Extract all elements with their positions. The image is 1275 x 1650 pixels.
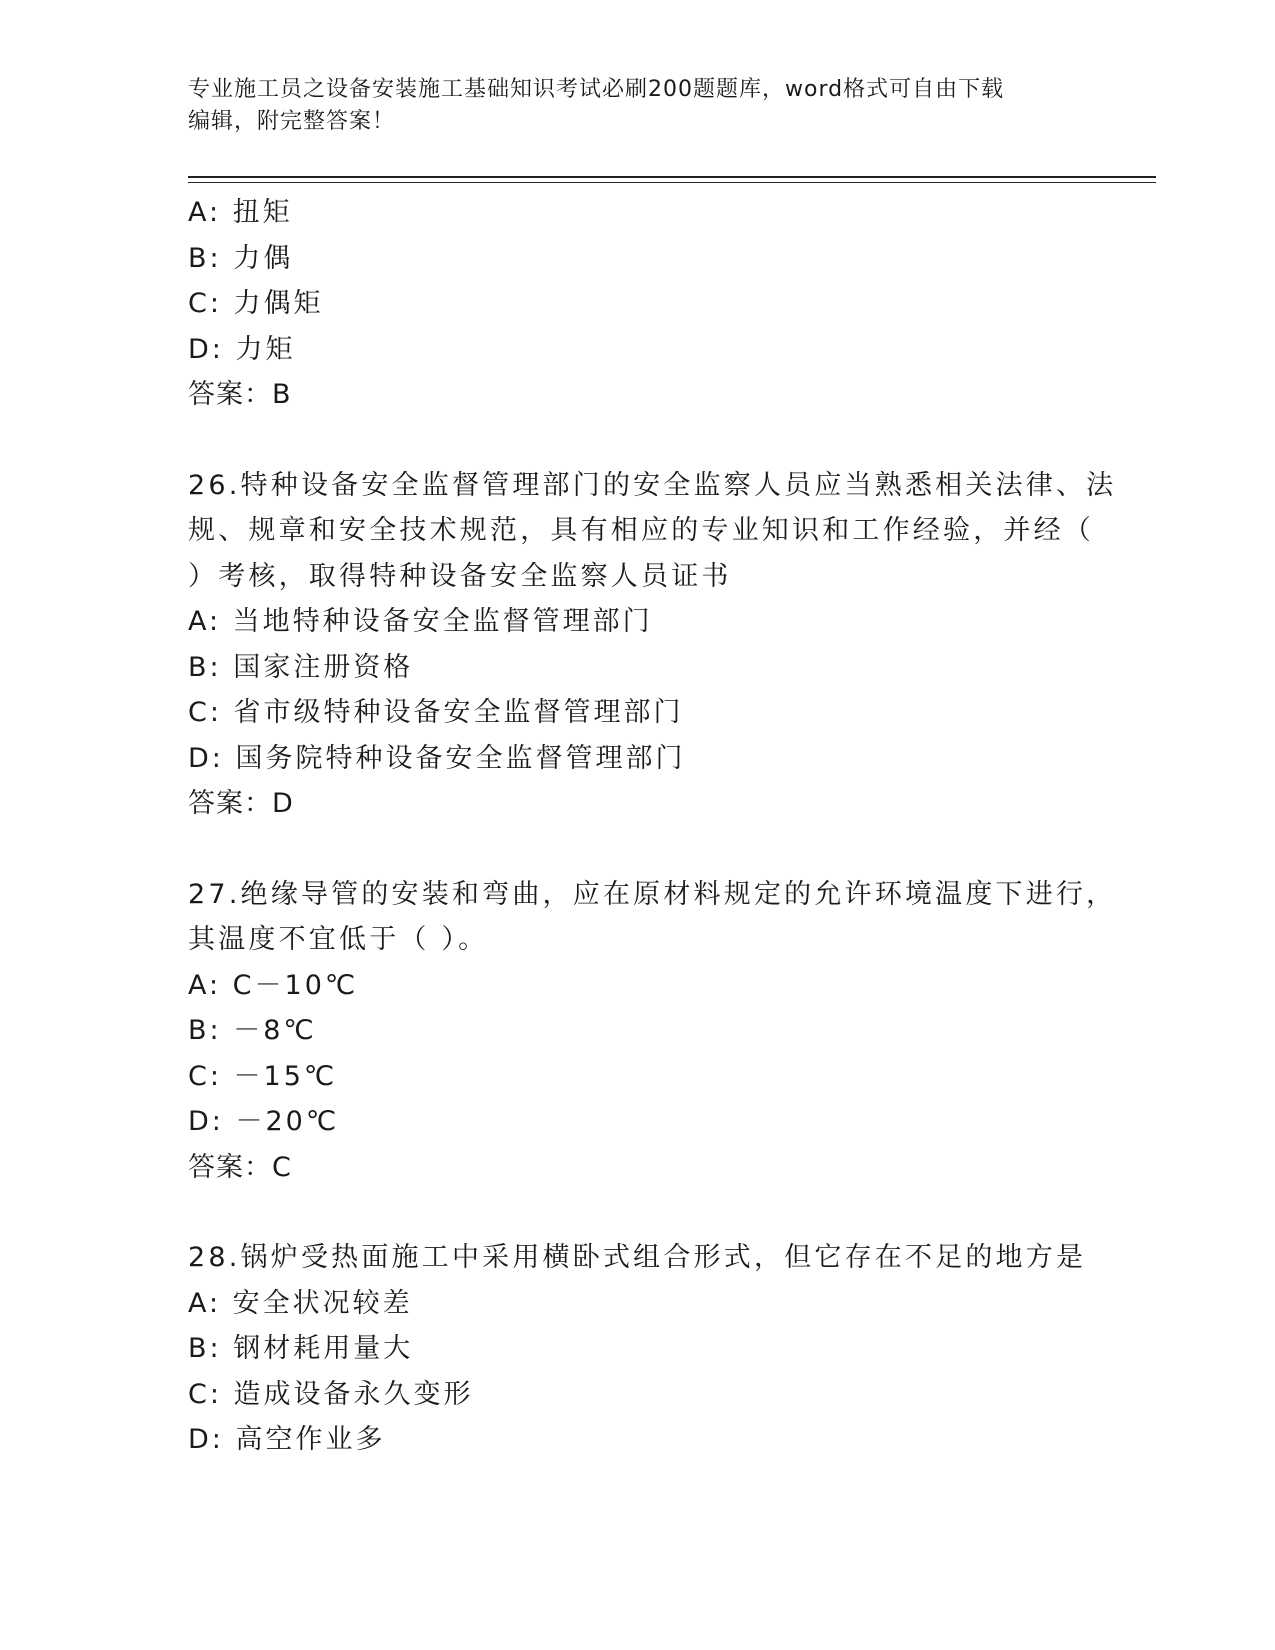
- option-b: B: 力偶: [188, 242, 294, 274]
- option-a: A: C－10℃: [188, 969, 359, 1001]
- question-stem: [188, 872, 1117, 963]
- question-list: [188, 190, 1117, 1463]
- question-spacer: [188, 1190, 1088, 1235]
- option-d: D: 国务院特种设备安全监督管理部门: [188, 742, 686, 774]
- question-spacer: [188, 418, 1088, 463]
- option-b: B: 钢材耗用量大: [188, 1333, 414, 1364]
- option-a: A: 扭矩: [188, 197, 293, 228]
- option-d: D: 力矩: [188, 333, 296, 365]
- option-c: C: －15℃: [188, 1060, 338, 1092]
- header-divider: [188, 176, 1156, 178]
- option-a: A: 安全状况较差: [188, 1287, 413, 1319]
- question-27: [188, 872, 1117, 1191]
- stem-line: 其温度不宜低于（ ）。: [188, 924, 489, 955]
- stem-line: 27.绝缘导管的安装和弯曲，应在原材料规定的允许环境温度下进行，: [188, 878, 1117, 910]
- option-c: C: 省市级特种设备安全监督管理部门: [188, 697, 684, 728]
- stem-line: 28.锅炉受热面施工中采用横卧式组合形式，但它存在不足的地方是: [188, 1242, 1087, 1273]
- question-25-continued: [188, 190, 1088, 418]
- question-spacer: [188, 827, 1088, 872]
- option-b: B: 国家注册资格: [188, 651, 414, 683]
- question-26: [188, 463, 1117, 827]
- option-c: C: 力偶矩: [188, 288, 324, 319]
- question-stem: [188, 1235, 1088, 1281]
- option-d: D: －20℃: [188, 1106, 340, 1137]
- answer-label: 答案：D: [188, 788, 294, 819]
- option-a: A: 当地特种设备安全监督管理部门: [188, 606, 653, 637]
- question-28: [188, 1235, 1088, 1463]
- stem-line: 26.特种设备安全监督管理部门的安全监察人员应当熟悉相关法律、法: [188, 469, 1117, 501]
- document-header: [188, 74, 1088, 138]
- answer-label: 答案：B: [188, 379, 292, 410]
- header-line-2: 编辑，附完整答案！: [188, 109, 396, 134]
- option-d: D: 高空作业多: [188, 1424, 386, 1455]
- option-b: B: －8℃: [188, 1015, 317, 1046]
- stem-line: ）考核，取得特种设备安全监察人员证书: [188, 560, 732, 592]
- question-stem: [188, 463, 1117, 600]
- stem-line: 规、规章和安全技术规范，具有相应的专业知识和工作经验，并经（: [188, 515, 1094, 546]
- option-c: C: 造成设备永久变形: [188, 1378, 474, 1410]
- header-line-1: 专业施工员之设备安装施工基础知识考试必刷200题题库，word格式可自由下载: [188, 77, 1005, 102]
- answer-label: 答案：C: [188, 1151, 292, 1183]
- header-divider-thin: [188, 182, 1156, 183]
